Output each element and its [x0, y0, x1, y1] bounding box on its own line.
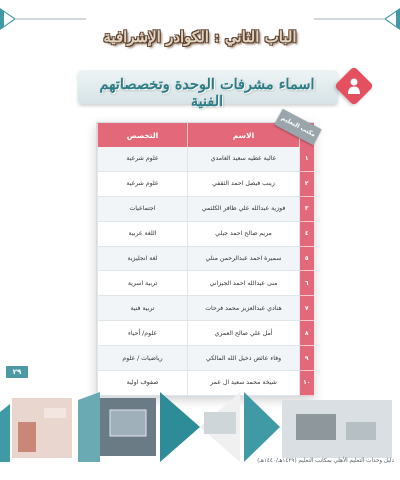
row-number: ١	[300, 147, 314, 171]
table-row	[98, 221, 314, 246]
row-specialty: رياضيات / علوم	[98, 346, 188, 371]
female-user-icon	[346, 77, 362, 95]
corner-ribbon: مكتب التعليم	[274, 109, 321, 146]
row-number: ٢	[300, 171, 314, 196]
row-name: فوزية عبدالله علي ظافر الكلثمي	[188, 196, 300, 221]
row-number: ٩	[300, 346, 314, 371]
row-specialty: اجتماعيات	[98, 196, 188, 221]
row-specialty: تربية اسرية	[98, 271, 188, 296]
row-specialty: علوم شرعية	[98, 171, 188, 196]
row-specialty: علوم شرعية	[98, 147, 188, 171]
table-row	[98, 147, 314, 171]
table-row	[98, 171, 314, 196]
table-row	[98, 296, 314, 321]
footer-text: دليل وحدات التعليم الأهلي بمكاتب التعليم (١٤٣٩هـ/١٤٤٠هـ)	[257, 458, 394, 464]
row-name: وفاء عائض دخيل الله المالكي	[188, 346, 300, 371]
row-number: ١٠	[300, 371, 314, 396]
table-row	[98, 246, 314, 271]
header-name: الاسم	[188, 123, 300, 147]
row-specialty: اللغة عربية	[98, 221, 188, 246]
supervisors-table-grid	[97, 123, 314, 396]
row-name: زينب فيصل احمد الثقفي	[188, 171, 300, 196]
row-number: ٤	[300, 221, 314, 246]
page-number: ٢٩	[6, 366, 28, 378]
supervisors-table	[96, 122, 314, 397]
row-specialty: علوم/ أحياء	[98, 321, 188, 346]
row-name: عالية عطيه سعيد الغامدي	[188, 147, 300, 171]
row-name: سميرة احمد عبدالرحمن منلي	[188, 246, 300, 271]
header-specialty: التخصص	[98, 123, 188, 147]
row-name: شيخة محمد سعيد ال عمر	[188, 371, 300, 396]
row-name: منى عبدالله احمد الجيزاني	[188, 271, 300, 296]
chapter-title: الباب الثاني : الكوادر الإشرافية	[103, 28, 297, 46]
row-specialty: لغة انجليزية	[98, 246, 188, 271]
row-specialty: صفوف اولية	[98, 371, 188, 396]
top-decoration	[0, 8, 400, 30]
table-row	[98, 321, 314, 346]
table-row	[98, 196, 314, 221]
row-name: أمل علي صالح العمري	[188, 321, 300, 346]
row-number: ٦	[300, 271, 314, 296]
row-number: ٥	[300, 246, 314, 271]
row-number: ٣	[300, 196, 314, 221]
table-row	[98, 346, 314, 371]
section-title: اسماء مشرفات الوحدة وتخصصاتهم الفنية	[99, 76, 315, 110]
row-specialty: تربية فنية	[98, 296, 188, 321]
table-row	[98, 271, 314, 296]
row-name: هنادي عبدالعزيز محمد فرحات	[188, 296, 300, 321]
row-number: ٨	[300, 321, 314, 346]
bottom-photo-collage	[0, 392, 400, 462]
row-name: مريم صالح احمد جبلي	[188, 221, 300, 246]
row-number: ٧	[300, 296, 314, 321]
